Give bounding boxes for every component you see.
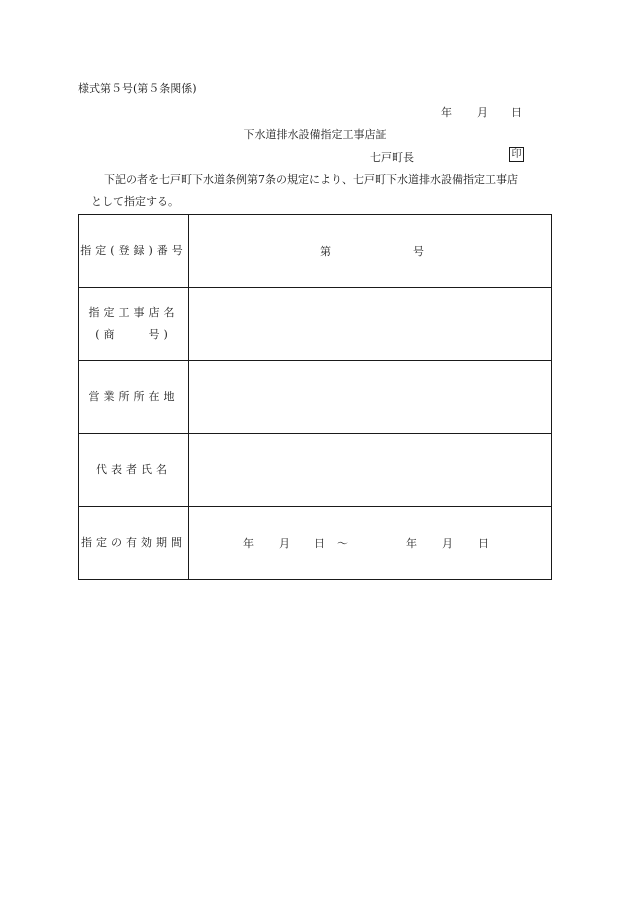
label-validity-period: 指定の有効期間: [79, 507, 189, 580]
issue-date-year: 年: [441, 106, 452, 119]
form-number: 様式第５号(第５条関係): [78, 82, 197, 95]
table-row-office-address: [79, 361, 552, 434]
validity-to-month: 月: [442, 537, 453, 550]
issue-date-day: 日: [511, 106, 522, 119]
table-row-validity-period: [79, 507, 552, 580]
value-office-address: [189, 361, 552, 434]
label-registration-number: 指定(登録)番号: [79, 215, 189, 288]
validity-tilde: ～: [337, 537, 348, 550]
body-text-line-2: として指定する。: [91, 195, 179, 208]
value-registration-number: [189, 215, 552, 288]
value-representative: [189, 434, 552, 507]
issue-date-month: 月: [477, 106, 488, 119]
validity-from-month: 月: [279, 537, 290, 550]
table-row-contractor-name: [79, 288, 552, 361]
label-representative: 代表者氏名: [79, 434, 189, 507]
validity-to-year: 年: [406, 537, 417, 550]
table-row-registration-number: [79, 215, 552, 288]
validity-from-year: 年: [243, 537, 254, 550]
label-contractor-name-line-2: (商 号): [95, 328, 172, 341]
value-contractor-name: [189, 288, 552, 361]
validity-to-day: 日: [478, 537, 489, 550]
label-office-address: 営業所所在地: [79, 361, 189, 434]
seal-mark: 印: [509, 147, 524, 162]
label-contractor-name-line-1: 指定工事店名: [88, 306, 179, 319]
validity-from-day: 日: [314, 537, 325, 550]
certificate-table: [78, 214, 552, 580]
label-contractor-name: [79, 288, 189, 361]
body-text-line-1: 下記の者を七戸町下水道条例第7条の規定により、七戸町下水道排水設備指定工事店: [104, 173, 518, 186]
table-row-representative: [79, 434, 552, 507]
registration-number-prefix: 第: [320, 245, 331, 258]
registration-number-suffix: 号: [413, 245, 424, 258]
issuer-name: 七戸町長: [370, 151, 414, 164]
value-validity-period: [189, 507, 552, 580]
document-title: 下水道排水設備指定工事店証: [243, 128, 387, 141]
